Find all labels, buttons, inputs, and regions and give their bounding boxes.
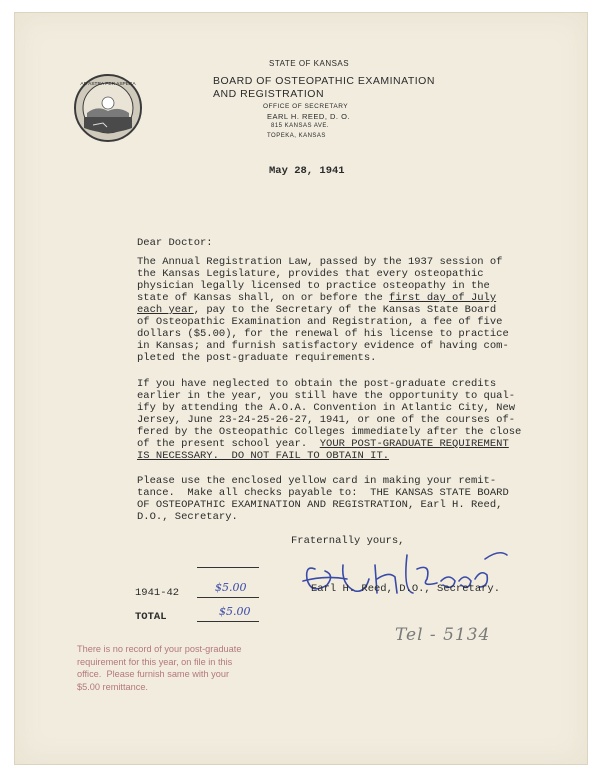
street-address: 815 KANSAS AVE. [271, 123, 330, 129]
stamp-line: $5.00 remittance. [77, 681, 148, 692]
kansas-seal-icon [73, 73, 143, 143]
paragraph-1 [137, 256, 509, 364]
paragraph-2-line [137, 450, 521, 462]
paragraph-3-line: D.O., Secretary. [137, 511, 238, 523]
fee-year-amount: $5.00 [215, 581, 247, 594]
paragraph-2-line: ify by attending the A.O.A. Convention in Atlantic City, New [137, 402, 516, 414]
underlined-phrase: first day of July [389, 292, 497, 304]
closing: Fraternally yours, [291, 535, 405, 547]
paragraph-1-line [137, 292, 509, 304]
fee-total-label: TOTAL [135, 611, 167, 623]
board-name-line1: BOARD OF OSTEOPATHIC EXAMINATION [213, 75, 435, 87]
board-name-line2: AND REGISTRATION [213, 88, 325, 100]
paragraph-3 [137, 475, 509, 523]
paragraph-2 [137, 378, 521, 462]
seal-motto: AD ASTRA PER ASPERA [80, 82, 136, 87]
letter-page [14, 12, 588, 765]
text-fragment: state of Kansas shall, on or before the [137, 292, 390, 304]
paragraph-3-line: OF OSTEOPATHIC EXAMINATION AND REGISTRATION, Earl H. Reed, [137, 499, 503, 511]
text-fragment: of the present school year. [137, 438, 320, 450]
fee-header-line [197, 567, 259, 568]
paragraph-2-line: Jersey, June 23-24-25-26-27, 1941, or one of the courses of- [137, 414, 516, 426]
office-label: OFFICE OF SECRETARY [263, 103, 349, 110]
stamp-line: requirement for this year, on file in this [77, 656, 233, 667]
fee-year-line [197, 597, 259, 598]
fee-year-label: 1941-42 [135, 587, 180, 599]
paragraph-1-line: the Kansas Legislature, provides that every osteopathic [137, 268, 484, 280]
underlined-phrase: each year [137, 304, 194, 316]
paragraph-1-line: pleted the post-graduate requirements. [137, 352, 377, 364]
paragraph-1-line [137, 304, 509, 316]
handwritten-signature [285, 535, 515, 615]
paragraph-2-line: If you have neglected to obtain the post-graduate credits [137, 378, 497, 390]
underlined-phrase: YOUR POST-GRADUATE REQUIREMENT [319, 438, 509, 450]
paragraph-1-line: dollars ($5.00), for the renewal of his license to practice [137, 328, 509, 340]
paragraph-1-line: The Annual Registration Law, passed by the 1937 session of [137, 256, 503, 268]
letter-date: May 28, 1941 [269, 165, 345, 177]
fee-total-amount: $5.00 [219, 605, 251, 618]
signatory-name: Earl H. Reed, D.O., Secretary. [311, 583, 501, 595]
salutation: Dear Doctor: [137, 237, 213, 249]
paragraph-3-line: tance. Make all checks payable to: THE KANSAS STATE BOARD [137, 487, 509, 499]
paragraph-1-line: physician legally licensed to practice osteopathy in the [137, 280, 490, 292]
stamp-line: There is no record of your post-graduate [77, 644, 242, 654]
secretary-name: EARL H. REED, D. O. [267, 112, 350, 121]
city-address: TOPEKA, KANSAS [267, 133, 326, 139]
fee-total-line [197, 621, 259, 622]
paragraph-1-line: in Kansas; and furnish satisfactory evidence of having com- [137, 340, 509, 352]
state-heading: STATE OF KANSAS [269, 59, 350, 68]
stamp-line: office. Please furnish same with your [77, 669, 230, 679]
pencil-note: Tel - 5134 [395, 625, 491, 645]
paragraph-2-line [137, 438, 521, 450]
rubber-stamp-note [77, 643, 241, 693]
text-fragment: , pay to the Secretary of the Kansas State Board [193, 304, 497, 316]
paragraph-2-line: earlier in the year, you still have the opportunity to qual- [137, 390, 516, 402]
paragraph-1-line: of Osteopathic Examination and Registration, a fee of five [137, 316, 503, 328]
paragraph-3-line: Please use the enclosed yellow card in making your remit- [137, 475, 497, 487]
underlined-phrase: IS NECESSARY. DO NOT FAIL TO OBTAIN IT. [137, 450, 390, 462]
paragraph-2-line: fered by the Osteopathic Colleges immediately after the close [137, 426, 522, 438]
